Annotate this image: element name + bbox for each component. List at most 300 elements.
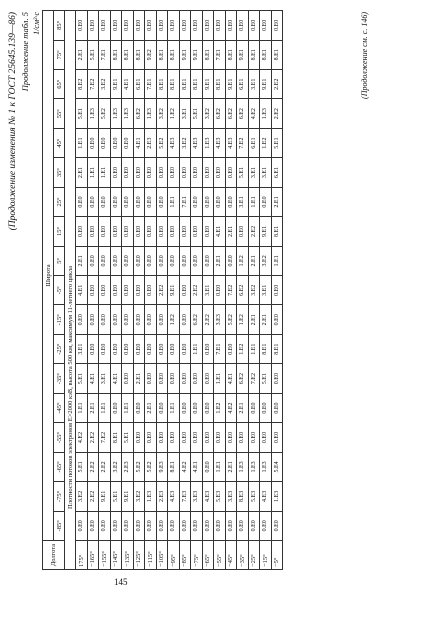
flux-value-cell: 0.E0 — [145, 305, 157, 334]
flux-value-cell: 0.E0 — [87, 305, 99, 334]
flux-value-cell: 0.E0 — [237, 423, 249, 452]
latitude-column-header: 25° — [54, 187, 65, 216]
flux-value-cell: 2.E2 — [99, 452, 111, 481]
data-table — [42, 10, 283, 570]
flux-value-cell: 4.E3 — [168, 482, 180, 511]
flux-value-cell: 1.E3 — [87, 99, 99, 128]
flux-value-cell: 7.E3 — [179, 482, 191, 511]
flux-value-cell: 0.E0 — [225, 11, 237, 41]
flux-value-cell: 8.E1 — [225, 40, 237, 69]
flux-value-cell: 6.E1 — [133, 70, 145, 99]
flux-value-cell: 8.E3 — [237, 482, 249, 511]
flux-value-cell: 0.E0 — [271, 393, 283, 422]
longitude-cell: −135° — [122, 541, 134, 570]
flux-value-cell: 1.E1 — [168, 187, 180, 216]
flux-value-cell: 0.E0 — [156, 423, 168, 452]
flux-value-cell: 2.E1 — [271, 187, 283, 216]
table-row — [214, 11, 226, 570]
longitude-cell: 175° — [76, 541, 88, 570]
flux-value-cell: 4.E3 — [191, 128, 203, 157]
flux-value-cell: 0.E0 — [271, 364, 283, 393]
flux-value-cell: 4.E1 — [191, 452, 203, 481]
flux-value-cell: 0.E0 — [225, 423, 237, 452]
longitude-cell: −75° — [191, 541, 203, 570]
latitude-column-header: 15° — [54, 217, 65, 246]
flux-value-cell: 8.E1 — [271, 40, 283, 69]
flux-value-cell: 0.E0 — [191, 158, 203, 187]
longitude-cell: −115° — [145, 541, 157, 570]
flux-value-cell: 0.E0 — [133, 217, 145, 246]
flux-value-cell: 0.E0 — [87, 334, 99, 363]
flux-value-cell: 2.E1 — [214, 246, 226, 275]
flux-value-cell: 0.E0 — [76, 11, 88, 41]
table-row — [156, 11, 168, 570]
flux-value-cell: 8.E1 — [156, 70, 168, 99]
flux-value-cell: 9.E1 — [202, 70, 214, 99]
flux-value-cell: 9.E1 — [191, 40, 203, 69]
latitude-column-header: -75° — [54, 482, 65, 511]
table-row — [248, 11, 260, 570]
flux-value-cell: 8.E1 — [260, 40, 272, 69]
flux-value-cell: 0.E0 — [133, 334, 145, 363]
flux-value-cell: 0.E0 — [271, 423, 283, 452]
flux-value-cell: 0.E0 — [179, 334, 191, 363]
flux-value-cell: 8.E1 — [168, 452, 180, 481]
flux-value-cell: 0.E0 — [99, 246, 111, 275]
flux-value-cell: 3.E1 — [202, 276, 214, 305]
flux-value-cell: 0.E0 — [76, 217, 88, 246]
latitude-column-header: -65° — [54, 452, 65, 481]
flux-value-cell: 0.E0 — [122, 128, 134, 157]
flux-value-cell: 9.E3 — [156, 452, 168, 481]
flux-value-cell: 7.E1 — [145, 70, 157, 99]
flux-value-cell: 3.E2 — [110, 452, 122, 481]
flux-value-cell: 0.E0 — [248, 511, 260, 540]
flux-value-cell: 8.E1 — [260, 334, 272, 363]
flux-value-cell: 6.E1 — [271, 158, 283, 187]
flux-value-cell: 6.E2 — [237, 364, 249, 393]
flux-value-cell: 0.E0 — [145, 276, 157, 305]
flux-value-cell: 0.E0 — [156, 393, 168, 422]
flux-value-cell: 7.E2 — [225, 276, 237, 305]
flux-value-cell: 2.E1 — [248, 246, 260, 275]
flux-value-cell: 4.E3 — [168, 128, 180, 157]
table-continuation-label: Продолжение табл. 5 — [20, 12, 30, 92]
flux-value-cell: 7.E1 — [214, 40, 226, 69]
flux-value-cell: 7.E2 — [237, 128, 249, 157]
longitude-cell: −45° — [225, 541, 237, 570]
flux-value-cell: 2.E1 — [76, 158, 88, 187]
flux-value-cell: 0.E0 — [179, 11, 191, 41]
flux-value-cell: 0.E0 — [260, 423, 272, 452]
latitude-column-header: 35° — [54, 158, 65, 187]
flux-value-cell: 0.E0 — [271, 276, 283, 305]
flux-value-cell: 5.E1 — [110, 482, 122, 511]
longitude-cell: −55° — [214, 541, 226, 570]
flux-value-cell: 0.E0 — [122, 511, 134, 540]
page-header — [8, 10, 41, 570]
flux-value-cell: 0.E0 — [248, 393, 260, 422]
flux-value-cell: 0.E0 — [87, 217, 99, 246]
longitude-cell: −155° — [99, 541, 111, 570]
flux-value-cell: 6.E2 — [214, 99, 226, 128]
flux-value-cell: 0.E0 — [76, 305, 88, 334]
flux-value-cell: 0.E0 — [202, 11, 214, 41]
flux-value-cell: 2.E3 — [145, 128, 157, 157]
longitude-cell: −15° — [260, 541, 272, 570]
flux-value-cell: 8.E1 — [248, 40, 260, 69]
table-row — [168, 11, 180, 570]
longitude-cell: −125° — [133, 541, 145, 570]
flux-value-cell: 6.E2 — [133, 99, 145, 128]
flux-value-cell: 5.E1 — [260, 364, 272, 393]
flux-value-cell: 1.E1 — [122, 393, 134, 422]
flux-value-cell: 0.E0 — [202, 217, 214, 246]
flux-value-cell: 6.E2 — [237, 99, 249, 128]
flux-value-cell: 0.E0 — [99, 305, 111, 334]
flux-value-cell: 0.E0 — [99, 128, 111, 157]
table-row — [133, 11, 145, 570]
flux-value-cell: 1.E1 — [87, 158, 99, 187]
table-row — [271, 11, 283, 570]
flux-value-cell: 0.E0 — [156, 305, 168, 334]
flux-value-cell: 0.E0 — [156, 217, 168, 246]
flux-value-cell: 0.E0 — [168, 217, 180, 246]
flux-value-cell: 1.E3 — [110, 99, 122, 128]
flux-value-cell: 0.E0 — [156, 246, 168, 275]
table-units: 1/см²·с — [32, 12, 41, 35]
flux-value-cell: 7.E1 — [99, 40, 111, 69]
flux-value-cell: 0.E0 — [110, 11, 122, 41]
flux-value-cell: 0.E0 — [225, 187, 237, 216]
flux-value-cell: 1.E3 — [248, 452, 260, 481]
table-row — [237, 11, 249, 570]
latitude-header-row — [54, 11, 65, 570]
flux-value-cell: 0.E0 — [202, 423, 214, 452]
flux-value-cell: 0.E0 — [168, 11, 180, 41]
running-title: (Продолжение изменения № 1 к ГОСТ 25645.139—86) — [8, 12, 18, 231]
flux-value-cell: 0.E0 — [260, 11, 272, 41]
flux-value-cell: 0.E0 — [145, 11, 157, 41]
flux-value-cell: 1.E3 — [260, 99, 272, 128]
flux-value-cell: 0.E0 — [214, 276, 226, 305]
flux-value-cell: 0.E0 — [202, 158, 214, 187]
flux-value-cell: 0.E0 — [191, 187, 203, 216]
latitude-column-header: -55° — [54, 423, 65, 452]
flux-value-cell: 0.E0 — [156, 158, 168, 187]
flux-value-cell: 0.E0 — [225, 511, 237, 540]
flux-value-cell: 0.E0 — [122, 334, 134, 363]
latitude-column-header: -35° — [54, 364, 65, 393]
flux-value-cell: 0.E0 — [122, 364, 134, 393]
flux-value-cell: 0.E0 — [99, 217, 111, 246]
flux-value-cell: 0.E0 — [214, 511, 226, 540]
latitude-column-header: 55° — [54, 99, 65, 128]
flux-value-cell: 5.E2 — [156, 128, 168, 157]
flux-value-cell: 8.E1 — [271, 217, 283, 246]
flux-value-cell: 2.E2 — [191, 276, 203, 305]
table-subtitle: Плотности потоков электронов E>2000 кэВ, высота 500 км, максимум 11-летнего цикла — [65, 11, 76, 570]
flux-value-cell: 1.E1 — [248, 187, 260, 216]
latitude-column-header: 85° — [54, 11, 65, 41]
flux-value-cell: 4.E2 — [225, 393, 237, 422]
flux-value-cell: 3.E1 — [260, 158, 272, 187]
flux-value-cell: 0.E0 — [271, 511, 283, 540]
flux-value-cell: 9.E1 — [122, 482, 134, 511]
flux-value-cell: 6.E2 — [225, 99, 237, 128]
flux-value-cell: 9.E1 — [110, 70, 122, 99]
flux-value-cell: 3.E2 — [99, 70, 111, 99]
flux-value-cell: 0.E0 — [110, 187, 122, 216]
flux-value-cell: 2.E2 — [87, 482, 99, 511]
latitude-column-header: -45° — [54, 393, 65, 422]
flux-value-cell: 7.E2 — [99, 423, 111, 452]
flux-value-cell: 0.E0 — [87, 187, 99, 216]
flux-value-cell: 3.E3 — [225, 482, 237, 511]
flux-value-cell: 0.E0 — [191, 511, 203, 540]
flux-value-cell: 5.E2 — [225, 305, 237, 334]
flux-value-cell: 0.E0 — [122, 11, 134, 41]
flux-value-cell: 0.E0 — [76, 511, 88, 540]
flux-value-cell: 5.E3 — [214, 482, 226, 511]
flux-value-cell: 0.E0 — [237, 217, 249, 246]
flux-value-cell: 0.E0 — [133, 393, 145, 422]
rotated-content — [8, 10, 376, 570]
flux-value-cell: 0.E0 — [122, 217, 134, 246]
flux-value-cell: 3.E3 — [191, 482, 203, 511]
flux-value-cell: 8.E1 — [156, 40, 168, 69]
table-row — [110, 11, 122, 570]
flux-value-cell: 8.E1 — [202, 40, 214, 69]
flux-value-cell: 4.E1 — [122, 70, 134, 99]
flux-value-cell: 3.E2 — [248, 276, 260, 305]
continuation-note: (Продолжение см. с. 146) — [360, 12, 369, 99]
flux-value-cell: 3.E2 — [76, 482, 88, 511]
flux-value-cell: 4.E1 — [110, 364, 122, 393]
flux-value-cell: 0.E0 — [110, 158, 122, 187]
flux-value-cell: 9.E2 — [145, 40, 157, 69]
flux-value-cell: 8.E1 — [110, 40, 122, 69]
flux-value-cell: 2.E2 — [271, 70, 283, 99]
flux-value-cell: 0.E0 — [248, 11, 260, 41]
flux-value-cell: 0.E0 — [133, 158, 145, 187]
flux-value-cell: 0.E0 — [225, 334, 237, 363]
flux-value-cell: 0.E0 — [271, 11, 283, 41]
flux-value-cell: 3.E1 — [237, 187, 249, 216]
flux-value-cell: 0.E0 — [202, 511, 214, 540]
flux-value-cell: 0.E0 — [110, 393, 122, 422]
latitude-group-header: Широта — [43, 11, 54, 541]
flux-value-cell: 4.E3 — [214, 128, 226, 157]
table-row — [122, 11, 134, 570]
flux-value-cell: 0.E0 — [133, 276, 145, 305]
longitude-cell: −25° — [248, 541, 260, 570]
flux-value-cell: 0.E0 — [87, 11, 99, 41]
flux-value-cell: 0.E0 — [87, 276, 99, 305]
flux-value-cell: 8.E1 — [179, 70, 191, 99]
flux-value-cell: 0.E0 — [191, 364, 203, 393]
flux-value-cell: 2.E3 — [156, 482, 168, 511]
flux-value-cell: 4.E1 — [225, 364, 237, 393]
flux-value-cell: 2.E1 — [248, 305, 260, 334]
flux-value-cell: 3.E2 — [133, 482, 145, 511]
flux-value-cell: 6.E1 — [248, 128, 260, 157]
flux-value-cell: 0.E0 — [225, 246, 237, 275]
flux-value-cell: 0.E0 — [133, 305, 145, 334]
flux-value-cell: 0.E0 — [145, 158, 157, 187]
flux-value-cell: 8.E1 — [110, 423, 122, 452]
flux-value-cell: 2.E1 — [237, 393, 249, 422]
flux-value-cell: 0.E0 — [110, 334, 122, 363]
flux-value-cell: 1.E3 — [260, 452, 272, 481]
flux-value-cell: 0.E0 — [191, 246, 203, 275]
flux-value-cell: 3.E3 — [214, 305, 226, 334]
flux-value-cell: 2.E1 — [76, 40, 88, 69]
longitude-cell: −105° — [156, 541, 168, 570]
flux-value-cell: 0.E0 — [191, 393, 203, 422]
flux-value-cell: 0.E0 — [110, 276, 122, 305]
flux-value-cell: 0.E0 — [145, 423, 157, 452]
flux-value-cell: 0.E0 — [145, 334, 157, 363]
table-row — [145, 11, 157, 570]
flux-value-cell: 9.E1 — [260, 70, 272, 99]
flux-value-cell: 0.E0 — [168, 364, 180, 393]
flux-value-cell: 7.E1 — [214, 334, 226, 363]
flux-value-cell: 2.E1 — [87, 393, 99, 422]
flux-value-cell: 5.E4 — [271, 452, 283, 481]
flux-value-cell: 0.E0 — [179, 423, 191, 452]
flux-value-cell: 5.E2 — [133, 452, 145, 481]
flux-value-cell: 5.E1 — [122, 423, 134, 452]
flux-value-cell: 0.E0 — [145, 511, 157, 540]
flux-value-cell: 9.E1 — [168, 276, 180, 305]
flux-value-cell: 2.E1 — [76, 246, 88, 275]
flux-value-cell: 9.E1 — [260, 217, 272, 246]
flux-value-cell: 7.E1 — [179, 187, 191, 216]
flux-value-cell: 0.E0 — [179, 305, 191, 334]
flux-value-cell: 0.E0 — [99, 276, 111, 305]
latitude-column-header: 45° — [54, 128, 65, 157]
flux-value-cell: 9.E1 — [225, 70, 237, 99]
flux-value-cell: 0.E0 — [156, 187, 168, 216]
flux-value-cell: 0.E0 — [168, 158, 180, 187]
flux-value-cell: 0.E0 — [122, 305, 134, 334]
flux-value-cell: 0.E0 — [179, 217, 191, 246]
flux-value-cell: 0.E0 — [168, 334, 180, 363]
longitude-header: Долгота — [43, 541, 65, 570]
flux-value-cell: 0.E0 — [133, 11, 145, 41]
flux-value-cell: 0.E0 — [122, 276, 134, 305]
flux-value-cell: 0.E0 — [179, 364, 191, 393]
flux-value-cell: 1.E1 — [248, 334, 260, 363]
flux-value-cell: 1.E1 — [214, 452, 226, 481]
flux-value-cell: 3.E1 — [179, 99, 191, 128]
flux-value-cell: 3.E2 — [179, 128, 191, 157]
flux-value-cell: 5.E1 — [76, 99, 88, 128]
flux-value-cell: 0.E0 — [87, 511, 99, 540]
flux-value-cell: 2.E2 — [271, 99, 283, 128]
flux-value-cell: 0.E0 — [225, 158, 237, 187]
flux-value-cell: 0.E0 — [76, 187, 88, 216]
flux-value-cell: 7.E2 — [87, 70, 99, 99]
latitude-column-header: 5° — [54, 246, 65, 275]
flux-value-cell: 2.E2 — [87, 452, 99, 481]
flux-value-cell: 1.E1 — [76, 128, 88, 157]
page-number: 145 — [114, 577, 128, 587]
flux-value-cell: 3.E1 — [99, 364, 111, 393]
flux-value-cell: 0.E0 — [110, 511, 122, 540]
flux-value-cell: 0.E0 — [133, 423, 145, 452]
flux-value-cell: 3.E2 — [202, 99, 214, 128]
flux-value-cell: 0.E0 — [156, 511, 168, 540]
flux-value-cell: 6.E1 — [237, 70, 249, 99]
flux-value-cell: 3.E1 — [248, 70, 260, 99]
flux-value-cell: 0.E0 — [87, 128, 99, 157]
flux-value-cell: 0.E0 — [87, 246, 99, 275]
flux-value-cell: 1.E2 — [214, 393, 226, 422]
flux-value-cell: 1.E3 — [145, 99, 157, 128]
flux-value-cell: 4.E2 — [248, 99, 260, 128]
flux-value-cell: 0.E0 — [179, 276, 191, 305]
flux-value-cell: 8.E1 — [214, 70, 226, 99]
table-row — [99, 11, 111, 570]
flux-value-cell: 3.E1 — [260, 276, 272, 305]
flux-value-cell: 6.E2 — [191, 305, 203, 334]
flux-value-cell: 5.E1 — [237, 158, 249, 187]
latitude-column-header: -85° — [54, 511, 65, 540]
flux-value-cell: 0.E0 — [237, 511, 249, 540]
flux-value-cell: 0.E0 — [122, 187, 134, 216]
flux-value-cell: 9.E1 — [237, 40, 249, 69]
flux-value-cell: 0.E0 — [156, 364, 168, 393]
flux-value-cell: 0.E0 — [179, 511, 191, 540]
table-row — [87, 11, 99, 570]
flux-value-cell: 0.E0 — [202, 334, 214, 363]
flux-value-cell: 0.E0 — [110, 246, 122, 275]
flux-value-cell: 0.E0 — [145, 246, 157, 275]
flux-value-cell: 4.E3 — [225, 128, 237, 157]
flux-value-cell: 5.E3 — [248, 482, 260, 511]
longitude-cell: −165° — [87, 541, 99, 570]
flux-value-cell: 5.E1 — [76, 452, 88, 481]
flux-value-cell: 0.E0 — [260, 511, 272, 540]
flux-value-cell: 1.E3 — [145, 482, 157, 511]
flux-value-cell: 1.E1 — [76, 393, 88, 422]
longitude-cell: −35° — [237, 541, 249, 570]
flux-value-cell: 4.E1 — [76, 276, 88, 305]
flux-value-cell: 8.E2 — [76, 70, 88, 99]
flux-value-cell: 3.E2 — [260, 246, 272, 275]
flux-value-cell: 1.E2 — [237, 334, 249, 363]
flux-value-cell: 0.E0 — [168, 423, 180, 452]
flux-value-cell: 1.E1 — [99, 393, 111, 422]
flux-value-cell: 9.E1 — [179, 40, 191, 69]
flux-value-cell: 5.E1 — [191, 99, 203, 128]
flux-value-cell: 0.E0 — [191, 11, 203, 41]
flux-value-cell: 0.E0 — [168, 511, 180, 540]
flux-value-cell: 4.E1 — [87, 364, 99, 393]
flux-value-cell: 0.E0 — [260, 393, 272, 422]
flux-value-cell: 0.E0 — [179, 393, 191, 422]
flux-value-cell: 2.E1 — [225, 452, 237, 481]
flux-value-cell: 4.E2 — [76, 423, 88, 452]
flux-value-cell: 2.E1 — [133, 364, 145, 393]
flux-value-cell: 5.E1 — [271, 128, 283, 157]
flux-value-cell: 0.E0 — [145, 217, 157, 246]
flux-value-cell: 4.E1 — [133, 128, 145, 157]
flux-value-cell: 0.E0 — [168, 246, 180, 275]
flux-value-cell: 2.E2 — [87, 423, 99, 452]
